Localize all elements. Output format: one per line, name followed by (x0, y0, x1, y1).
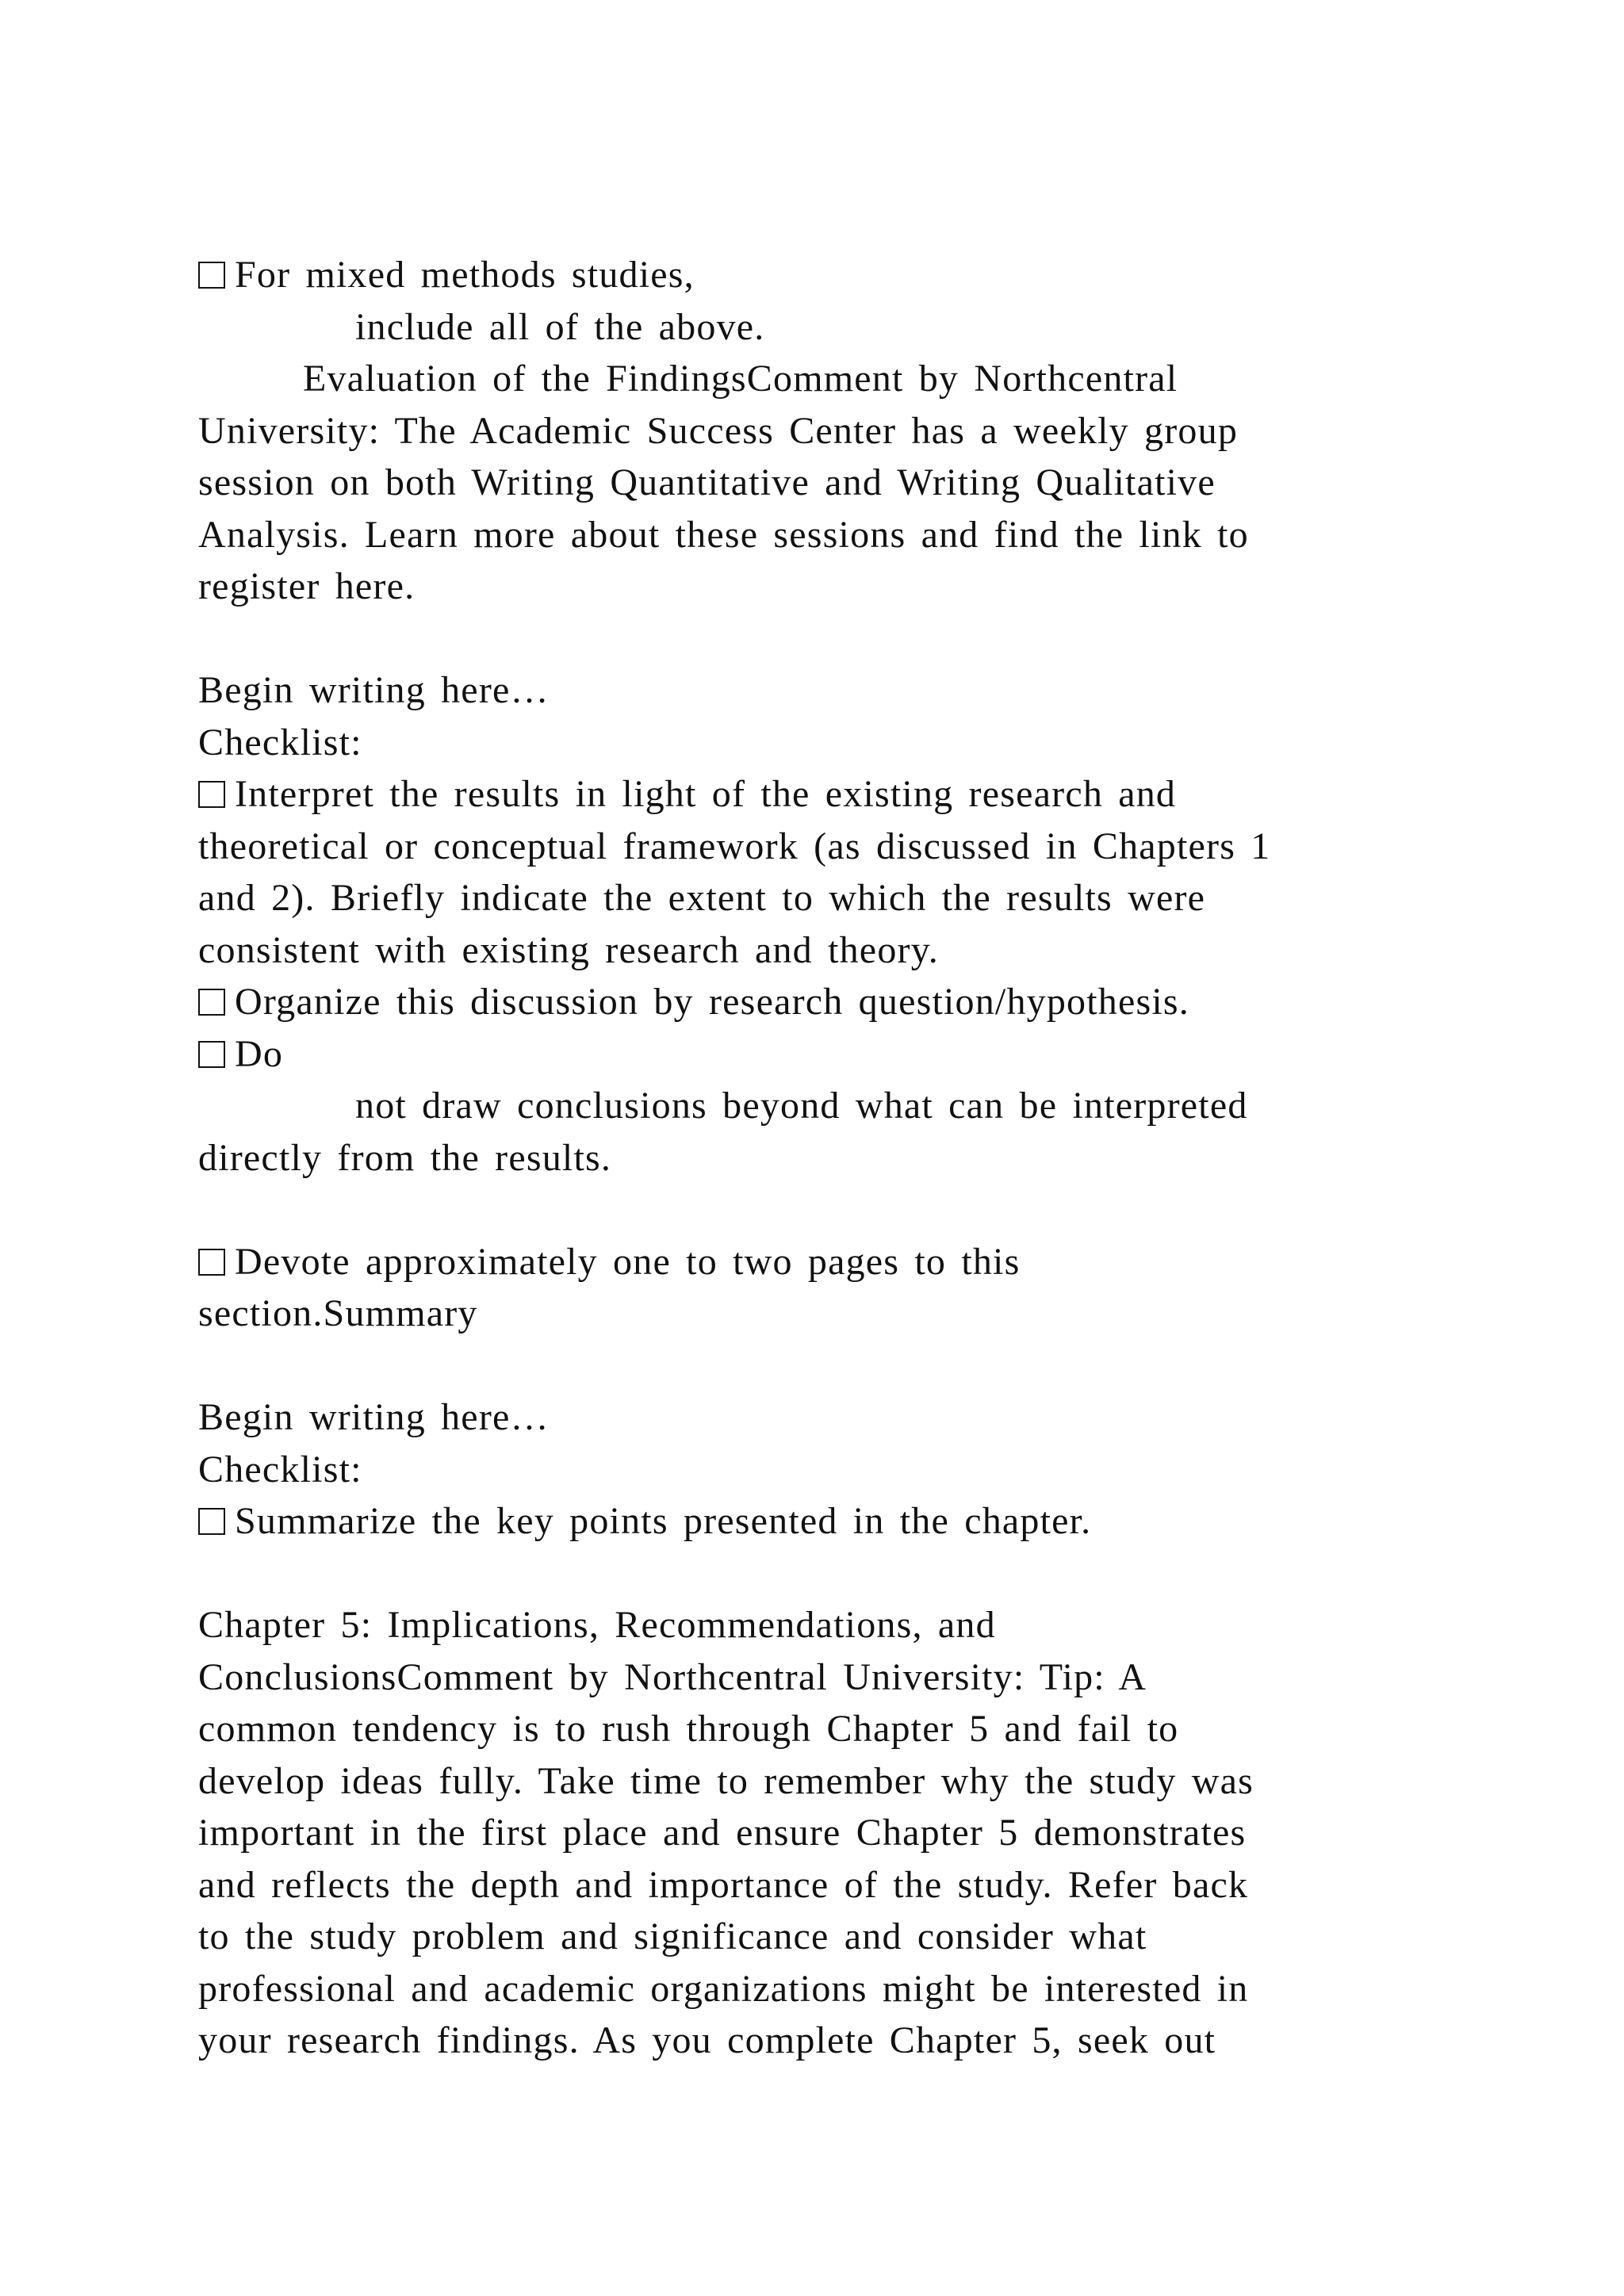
line-text: common tendency is to rush through Chapter 5 and fail to (198, 1708, 1179, 1750)
line-text: Do (235, 1032, 284, 1075)
text-line (198, 1651, 1435, 1704)
text-line (198, 249, 1435, 301)
text-line (198, 2015, 1435, 2067)
blank-line (198, 1184, 1435, 1236)
text-line (198, 1236, 1435, 1288)
text-line (198, 664, 1435, 717)
checkbox-square-icon (198, 781, 225, 808)
text-line (198, 509, 1435, 561)
line-text: not draw conclusions beyond what can be interpreted (355, 1085, 1248, 1127)
text-line (198, 768, 1435, 821)
text-line (198, 1288, 1435, 1340)
line-text: professional and academic organizations might be interested in (198, 1967, 1249, 2010)
line-text: Checklist: (198, 721, 362, 763)
text-line (198, 1391, 1435, 1444)
checkbox-square-icon (198, 989, 225, 1016)
line-text: your research findings. As you complete Chapter 5, seek out (198, 2019, 1216, 2061)
line-text: Summarize the key points presented in the chapter. (235, 1500, 1092, 1542)
line-text: section.Summary (198, 1292, 478, 1334)
text-line (198, 1080, 1435, 1132)
text-line (198, 301, 1435, 354)
text-line (198, 821, 1435, 873)
line-text: and reflects the depth and importance of the study. Refer back (198, 1863, 1249, 1906)
text-line (198, 1807, 1435, 1859)
line-text: to the study problem and significance and consider what (198, 1915, 1147, 1957)
line-text: Checklist: (198, 1448, 362, 1490)
document-body (198, 249, 1435, 2067)
checkbox-square-icon (198, 262, 225, 289)
text-line (198, 1495, 1435, 1548)
line-text: Devote approximately one to two pages to this (235, 1240, 1021, 1283)
line-text: Begin writing here… (198, 669, 550, 711)
text-line (198, 1755, 1435, 1808)
text-line (198, 872, 1435, 924)
text-line (198, 1859, 1435, 1911)
blank-line (198, 613, 1435, 665)
text-line (198, 405, 1435, 457)
blank-line (198, 1548, 1435, 1600)
line-text: Begin writing here… (198, 1396, 550, 1438)
line-text: and 2). Briefly indicate the extent to which the results were (198, 877, 1206, 919)
line-text: Evaluation of the FindingsComment by Northcentral (303, 358, 1178, 400)
line-text: University: The Academic Success Center has a weekly group (198, 409, 1239, 452)
line-text: important in the first place and ensure Chapter 5 demonstrates (198, 1812, 1247, 1854)
text-line (198, 1963, 1435, 2015)
text-line (198, 717, 1435, 769)
line-text: Organize this discussion by research question/hypothesis. (235, 981, 1189, 1023)
blank-line (198, 1340, 1435, 1392)
text-line (198, 457, 1435, 509)
line-text: For mixed methods studies, (235, 254, 695, 296)
text-line (198, 1703, 1435, 1755)
line-text: include all of the above. (355, 305, 765, 348)
text-line (198, 1132, 1435, 1184)
text-line (198, 561, 1435, 613)
text-line (198, 353, 1435, 405)
line-text: session on both Writing Quantitative and Writing Qualitative (198, 461, 1216, 503)
text-line (198, 1599, 1435, 1651)
line-text: register here. (198, 565, 416, 607)
line-text: consistent with existing research and theory. (198, 928, 939, 971)
line-text: Analysis. Learn more about these sessions and find the link to (198, 513, 1249, 556)
checkbox-square-icon (198, 1041, 225, 1068)
line-text: Chapter 5: Implications, Recommendations, and (198, 1604, 996, 1646)
text-line (198, 1911, 1435, 1963)
text-line (198, 976, 1435, 1028)
line-text: Interpret the results in light of the existing research and (235, 773, 1177, 815)
text-line (198, 1028, 1435, 1081)
line-text: directly from the results. (198, 1136, 612, 1179)
checkbox-square-icon (198, 1249, 225, 1276)
text-line (198, 924, 1435, 977)
line-text: ConclusionsComment by Northcentral University: Tip: A (198, 1655, 1147, 1698)
text-line (198, 1444, 1435, 1496)
line-text: develop ideas fully. Take time to remember why the study was (198, 1759, 1254, 1802)
checkbox-square-icon (198, 1508, 225, 1535)
line-text: theoretical or conceptual framework (as discussed in Chapters 1 (198, 825, 1271, 867)
